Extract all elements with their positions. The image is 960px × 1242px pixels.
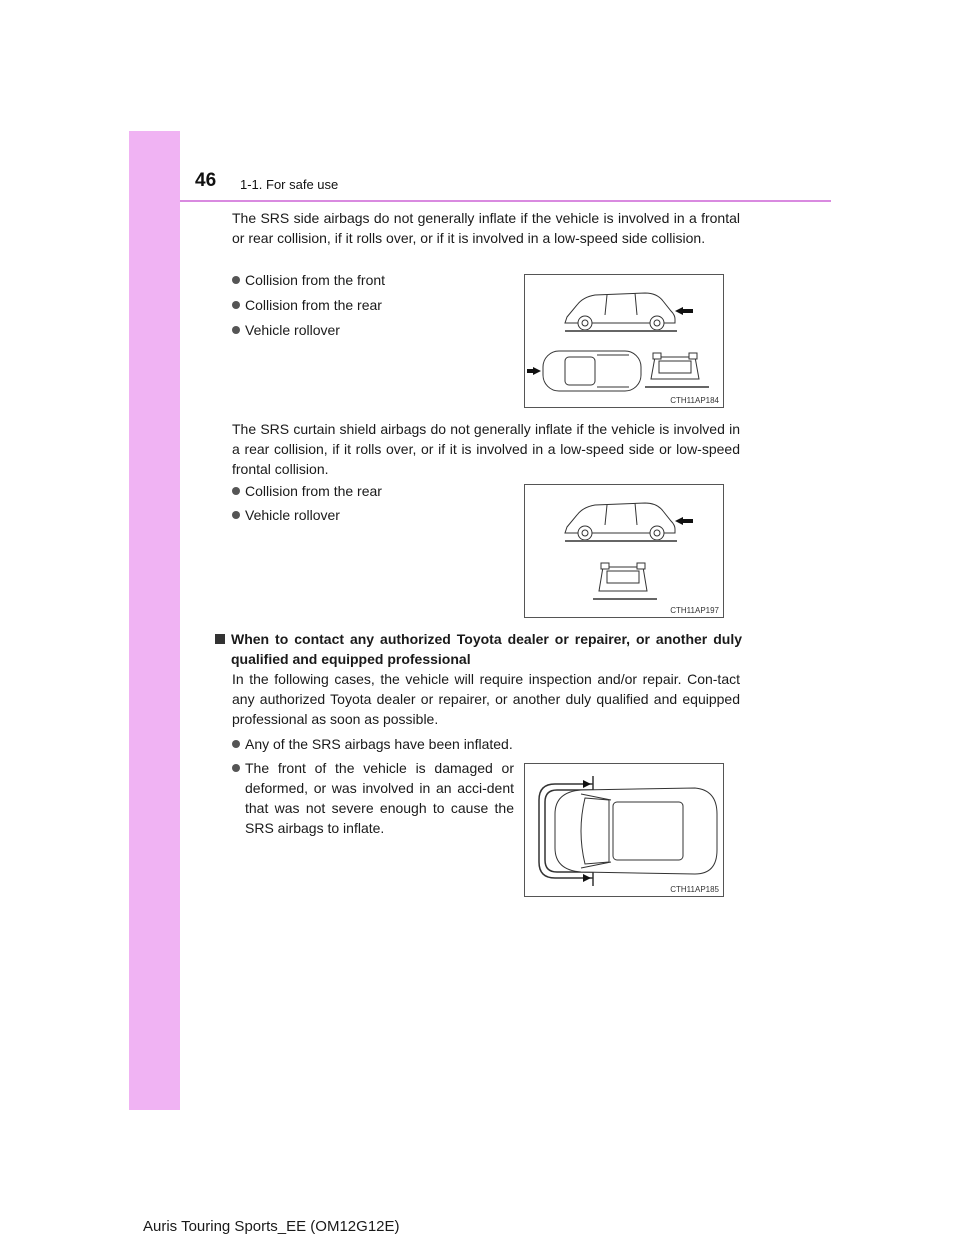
contact-dealer-heading <box>215 629 742 669</box>
list-item <box>232 320 340 340</box>
section-title: 1-1. For safe use <box>240 177 339 192</box>
impact-arrow-icon <box>675 307 693 315</box>
bullet-icon <box>232 301 240 309</box>
list-item <box>232 270 385 290</box>
curtain-airbag-collision-figure <box>524 484 724 618</box>
car-rollover-icon <box>651 353 699 379</box>
chapter-sidebar-tab <box>129 131 180 1110</box>
list-item-text: Collision from the front <box>245 272 386 288</box>
contact-intro: In the following cases, the vehicle will require inspection and/or repair. Con-tact any authorized Toyota dealer or repairer, or another duly qualified and equipped professional as soon as possible. <box>232 671 740 727</box>
car-side-view-icon <box>565 293 675 330</box>
car-collision-illustration <box>525 275 725 409</box>
car-collision-illustration <box>525 485 725 619</box>
list-item-text: The front of the vehicle is damaged or deformed, or was involved in an acci-dent that was not severe enough to cause the SRS airbags to inflate. <box>245 760 514 836</box>
list-item <box>232 481 382 501</box>
car-top-view-icon <box>555 788 717 874</box>
list-item-text: Any of the SRS airbags have been inflated. <box>245 736 513 752</box>
bullet-icon <box>232 764 240 772</box>
bullet-icon <box>232 511 240 519</box>
side-airbags-intro: The SRS side airbags do not generally inflate if the vehicle is involved in a frontal or rear collision, if it rolls over, or if it is involved in a low-speed side collision. <box>232 210 740 246</box>
bullet-icon <box>232 487 240 495</box>
car-front-damage-illustration <box>525 764 725 898</box>
list-item <box>232 295 382 315</box>
figure-code: CTH11AP184 <box>670 396 719 405</box>
list-item-text: Collision from the rear <box>245 483 382 499</box>
page-number: 46 <box>195 170 217 191</box>
list-item-text: Collision from the rear <box>245 297 382 313</box>
car-top-view-icon <box>543 351 641 391</box>
heading-text: When to contact any authorized Toyota dealer or repairer, or another duly qualified and equipped professional <box>231 631 742 667</box>
footer-model-code: Auris Touring Sports_EE (OM12G12E) <box>143 1218 400 1235</box>
list-item <box>232 505 340 525</box>
bullet-icon <box>232 326 240 334</box>
bullet-icon <box>232 740 240 748</box>
section-square-icon <box>215 634 225 644</box>
header-rule <box>180 200 831 202</box>
list-item <box>232 734 740 754</box>
car-side-view-icon <box>565 503 675 540</box>
list-item-text: Vehicle rollover <box>245 507 340 523</box>
figure-code: CTH11AP185 <box>670 885 719 894</box>
bullet-icon <box>232 276 240 284</box>
list-item-text: Vehicle rollover <box>245 322 340 338</box>
impact-arrow-icon <box>527 367 541 375</box>
car-rollover-icon <box>599 563 647 591</box>
list-item <box>232 758 514 838</box>
impact-arrow-icon <box>675 517 693 525</box>
curtain-airbags-intro: The SRS curtain shield airbags do not generally inflate if the vehicle is involved in a rear collision, if it rolls over, or if it is involved in a low-speed side or low-speed frontal collision. <box>232 421 740 477</box>
side-airbag-collision-figure <box>524 274 724 408</box>
front-damage-figure <box>524 763 724 897</box>
figure-code: CTH11AP197 <box>670 606 719 615</box>
